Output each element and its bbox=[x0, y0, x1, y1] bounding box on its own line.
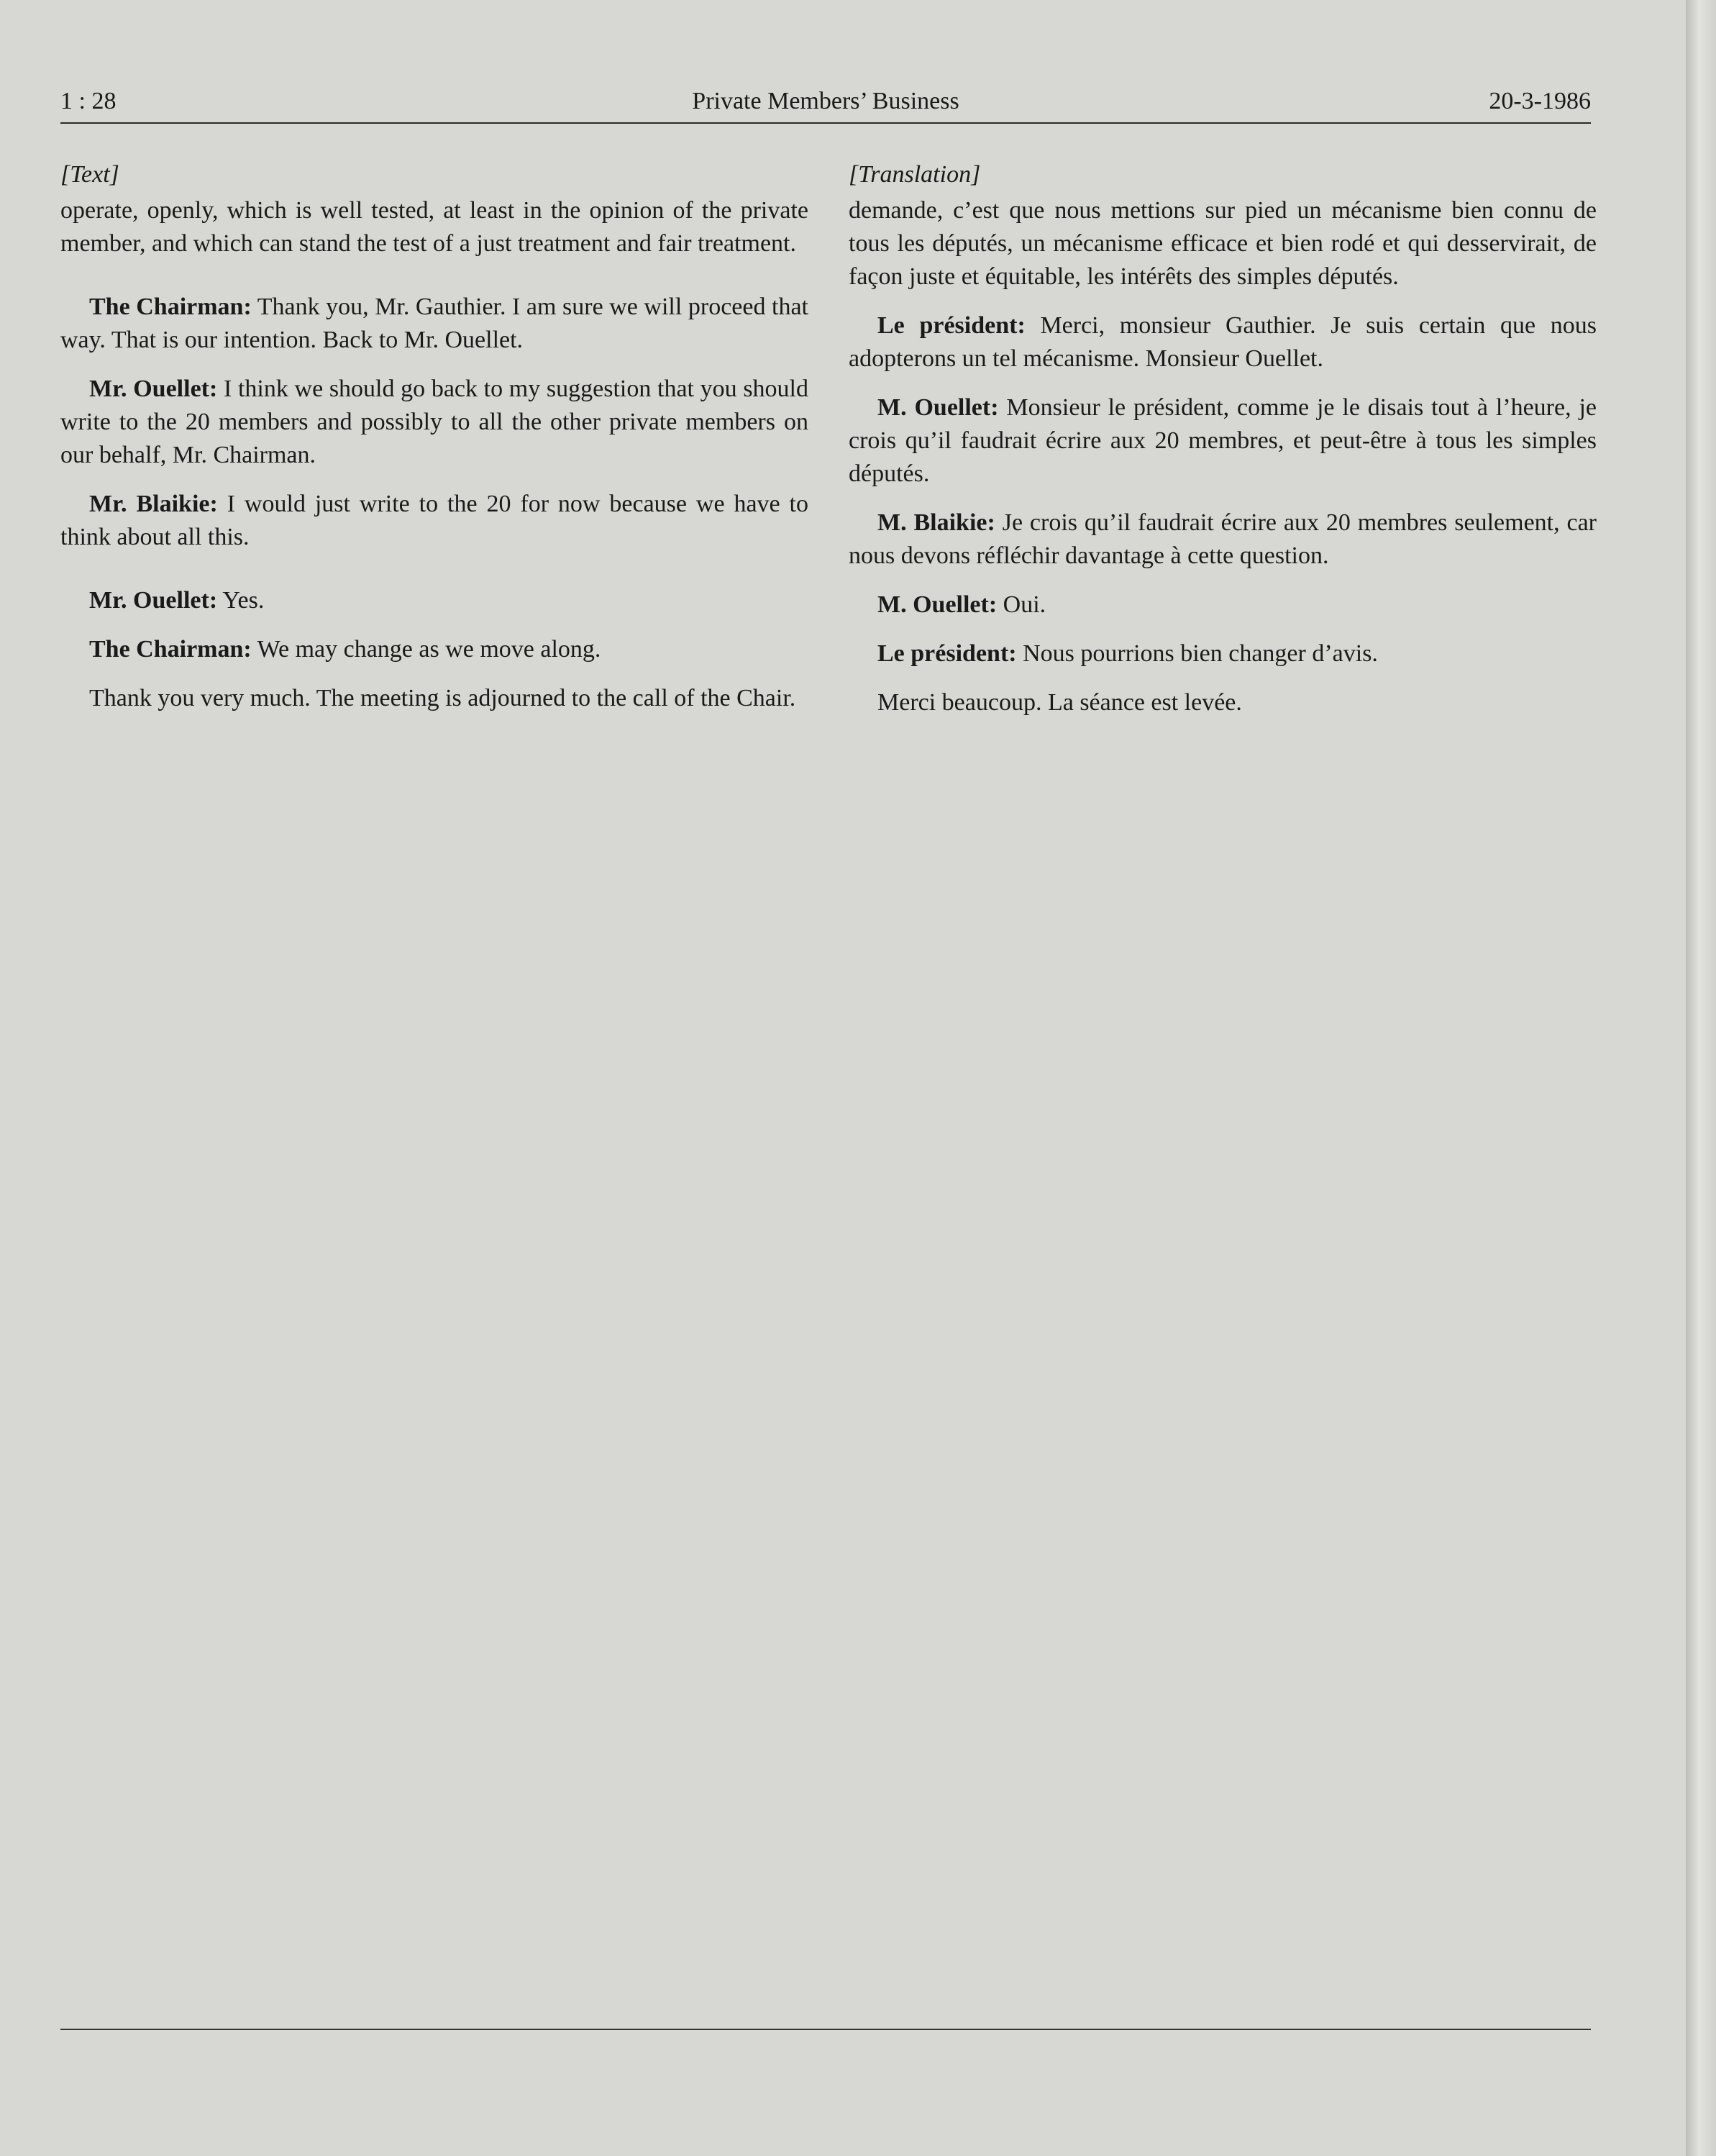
speech-text: Merci, monsieur Gauthier. Je suis certain que nous adopterons un tel mécanisme. Monsieur Ouellet. bbox=[849, 312, 1597, 372]
binding-edge bbox=[1686, 0, 1716, 2156]
footer-rule bbox=[60, 2029, 1591, 2030]
paragraph bbox=[60, 488, 808, 554]
speech-text: I would just write to the 20 for now because we have to think about all this. bbox=[60, 491, 808, 550]
speaker-name: The Chairman: bbox=[89, 636, 252, 663]
paragraph bbox=[60, 633, 808, 666]
paragraph: Merci beaucoup. La séance est levée. bbox=[877, 689, 1242, 716]
header-rule bbox=[60, 122, 1591, 124]
speech-text: Je crois qu’il faudrait écrire aux 20 membres seulement, car nous devons réfléchir davantage à cette question. bbox=[849, 509, 1597, 569]
paragraph bbox=[849, 309, 1597, 376]
paragraph bbox=[60, 291, 808, 357]
speaker-name: M. Blaikie: bbox=[877, 509, 995, 536]
speaker-name: Mr. Ouellet: bbox=[89, 587, 218, 614]
page-title: Private Members’ Business bbox=[692, 88, 959, 114]
speech-text: We may change as we move along. bbox=[251, 636, 601, 663]
speaker-name: Le président: bbox=[877, 312, 1026, 339]
paragraph: Thank you very much. The meeting is adjourned to the call of the Chair. bbox=[89, 685, 796, 711]
paragraph bbox=[60, 584, 808, 617]
paragraph bbox=[849, 391, 1597, 491]
speaker-name: Le président: bbox=[877, 640, 1017, 667]
english-column bbox=[60, 158, 808, 731]
speaker-name: Mr. Ouellet: bbox=[89, 376, 218, 402]
french-column bbox=[849, 158, 1597, 735]
paragraph: demande, c’est que nous mettions sur pied un mécanisme bien connu de tous les députés, un mécanisme efficace et bien rodé et qui desservirait, de façon juste et équitable, les intérêts des simples députés. bbox=[849, 197, 1597, 290]
paragraph bbox=[849, 588, 1597, 622]
speaker-name: The Chairman: bbox=[89, 294, 252, 320]
page-date: 20-3-1986 bbox=[1489, 88, 1591, 114]
speech-text: Yes. bbox=[217, 587, 265, 614]
text-tag: [Text] bbox=[60, 161, 119, 188]
speech-text: Monsieur le président, comme je le disais tout à l’heure, je crois qu’il faudrait écrire aux 20 membres, et peut-être à tous les simples députés. bbox=[849, 394, 1597, 487]
speech-text: Thank you, Mr. Gauthier. I am sure we will proceed that way. That is our intention. Back to Mr. Ouellet. bbox=[60, 294, 809, 353]
speaker-name: M. Ouellet: bbox=[877, 394, 999, 421]
paragraph bbox=[849, 506, 1597, 573]
translation-tag: [Translation] bbox=[849, 161, 981, 188]
speech-text: Nous pourrions bien changer d’avis. bbox=[1016, 640, 1378, 667]
paragraph bbox=[60, 373, 808, 472]
page-number: 1 : 28 bbox=[60, 88, 117, 114]
speech-text: I think we should go back to my suggestion that you should write to the 20 members and possibly to all the other private members on our behalf, Mr. Chairman. bbox=[60, 376, 809, 468]
paragraph bbox=[849, 637, 1597, 670]
page-header bbox=[60, 88, 1591, 122]
speech-text: Oui. bbox=[997, 591, 1046, 618]
speaker-name: Mr. Blaikie: bbox=[89, 491, 218, 517]
speaker-name: M. Ouellet: bbox=[877, 591, 998, 618]
paragraph: operate, openly, which is well tested, at least in the opinion of the private member, and which can stand the test of a just treatment and fair treatment. bbox=[60, 197, 808, 257]
